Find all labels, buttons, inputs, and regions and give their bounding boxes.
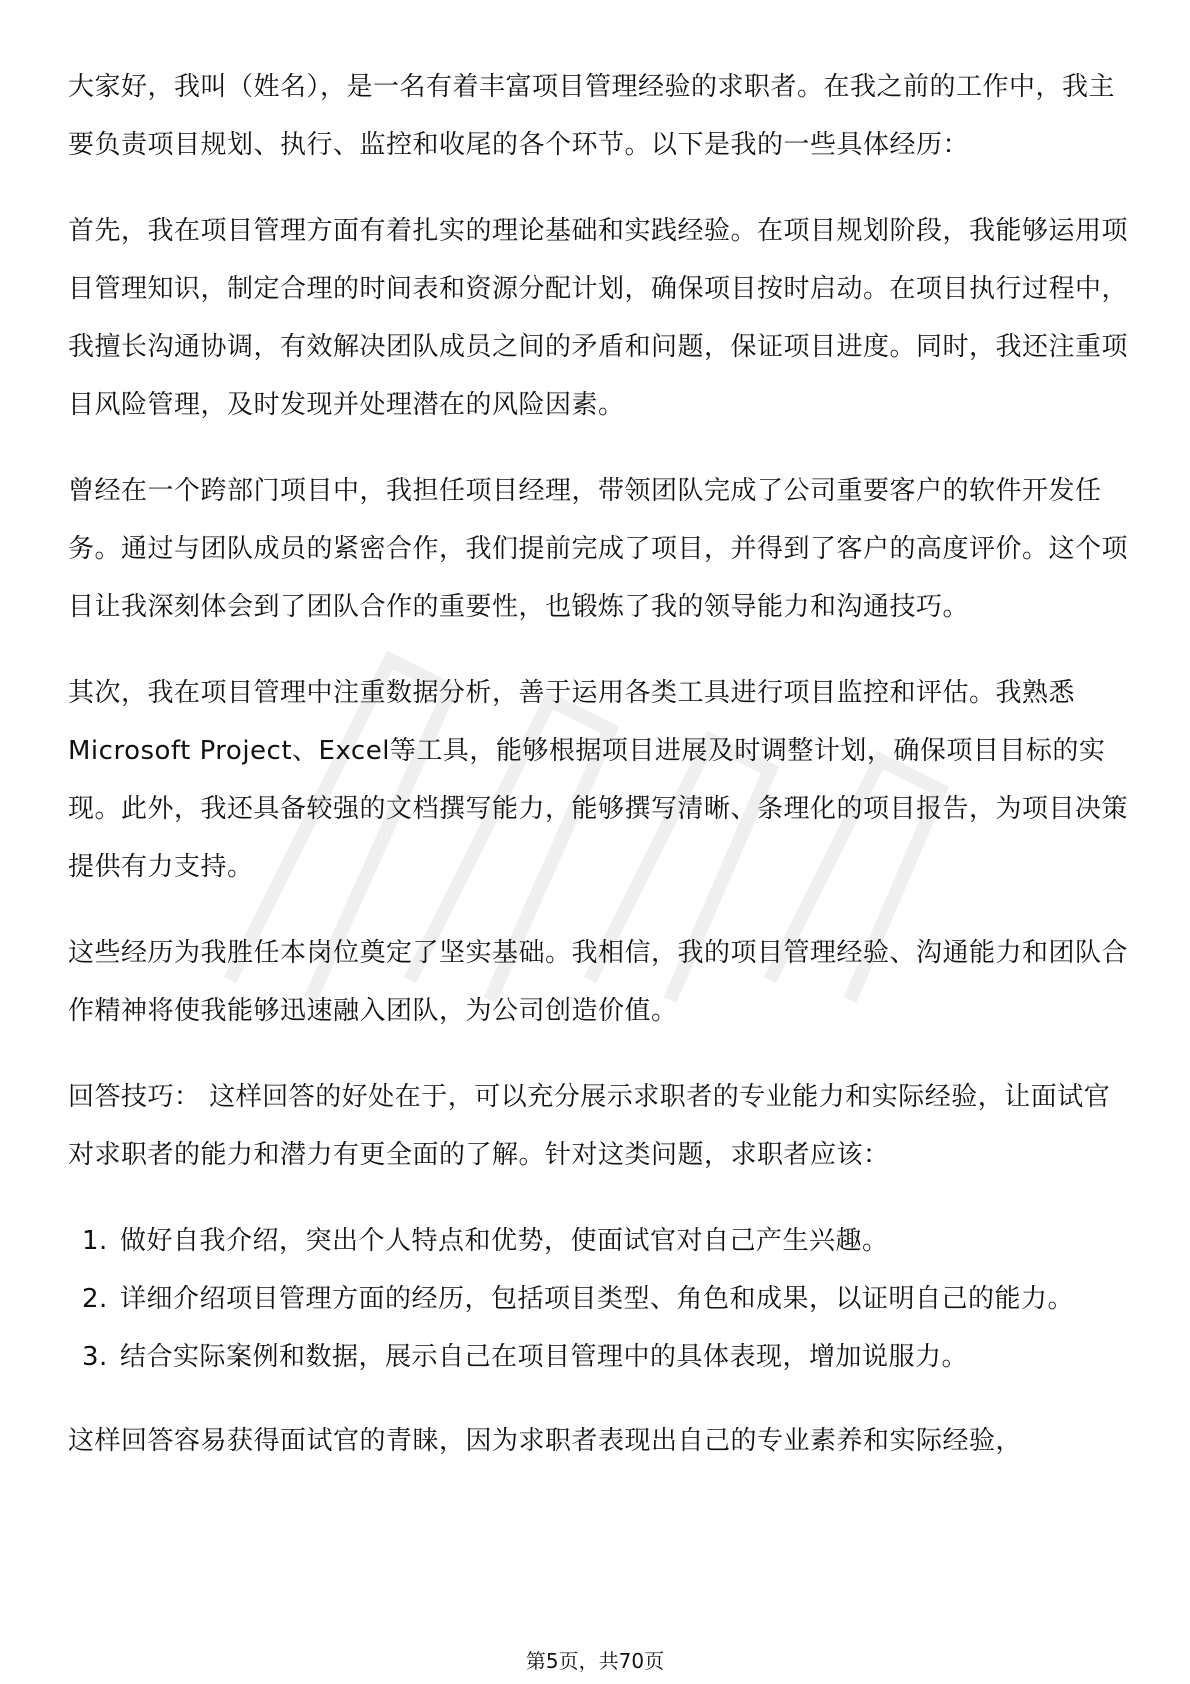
paragraph-intro: 大家好，我叫（姓名），是一名有着丰富项目管理经验的求职者。在我之前的工作中，我主要负责项目规划、执行、监控和收尾的各个环节。以下是我的一些具体经历：	[68, 72, 1116, 160]
paragraph-answer-tips: 回答技巧： 这样回答的好处在于，可以充分展示求职者的专业能力和实际经验，让面试官对求职者的能力和潜力有更全面的了解。针对这类问题，求职者应该：	[68, 1082, 1111, 1170]
paragraph-summary: 这些经历为我胜任本岗位奠定了坚实基础。我相信，我的项目管理经验、沟通能力和团队合作精神将使我能够迅速融入团队，为公司创造价值。	[68, 938, 1129, 1026]
list-item-text: 做好自我介绍，突出个人特点和优势，使面试官对自己产生兴趣。	[120, 1226, 889, 1256]
list-item-number: 3.	[82, 1342, 108, 1372]
paragraph-closing: 这样回答容易获得面试官的青睐，因为求职者表现出自己的专业素养和实际经验，	[68, 1426, 1023, 1456]
list-item-text: 详细介绍项目管理方面的经历，包括项目类型、角色和成果，以证明自己的能力。	[120, 1284, 1075, 1314]
list-item	[68, 1212, 1128, 1270]
paragraph-experience-1: 首先，我在项目管理方面有着扎实的理论基础和实践经验。在项目规划阶段，我能够运用项目管理知识，制定合理的时间表和资源分配计划，确保项目按时启动。在项目执行过程中，我擅长沟通协调，有效解决团队成员之间的矛盾和问题，保证项目进度。同时，我还注重项目风险管理，及时发现并处理潜在的风险因素。	[68, 216, 1129, 420]
list-item-number: 2.	[82, 1284, 108, 1314]
page-footer: 第5页，共70页	[525, 1649, 665, 1673]
list-item	[68, 1328, 1128, 1386]
tips-list	[68, 1212, 1128, 1386]
document-body	[68, 58, 1128, 1498]
list-item-number: 1.	[82, 1226, 108, 1256]
paragraph-experience-3: 其次，我在项目管理中注重数据分析，善于运用各类工具进行项目监控和评估。我熟悉Microsoft Project、Excel等工具，能够根据项目进展及时调整计划，确保项目目标的实现。此外，我还具备较强的文档撰写能力，能够撰写清晰、条理化的项目报告，为项目决策提供有力支持。	[68, 678, 1129, 882]
list-item-text: 结合实际案例和数据，展示自己在项目管理中的具体表现，增加说服力。	[120, 1342, 969, 1372]
paragraph-experience-2: 曾经在一个跨部门项目中，我担任项目经理，带领团队完成了公司重要客户的软件开发任务。通过与团队成员的紧密合作，我们提前完成了项目，并得到了客户的高度评价。这个项目让我深刻体会到了团队合作的重要性，也锻炼了我的领导能力和沟通技巧。	[68, 476, 1129, 622]
list-item	[68, 1270, 1128, 1328]
